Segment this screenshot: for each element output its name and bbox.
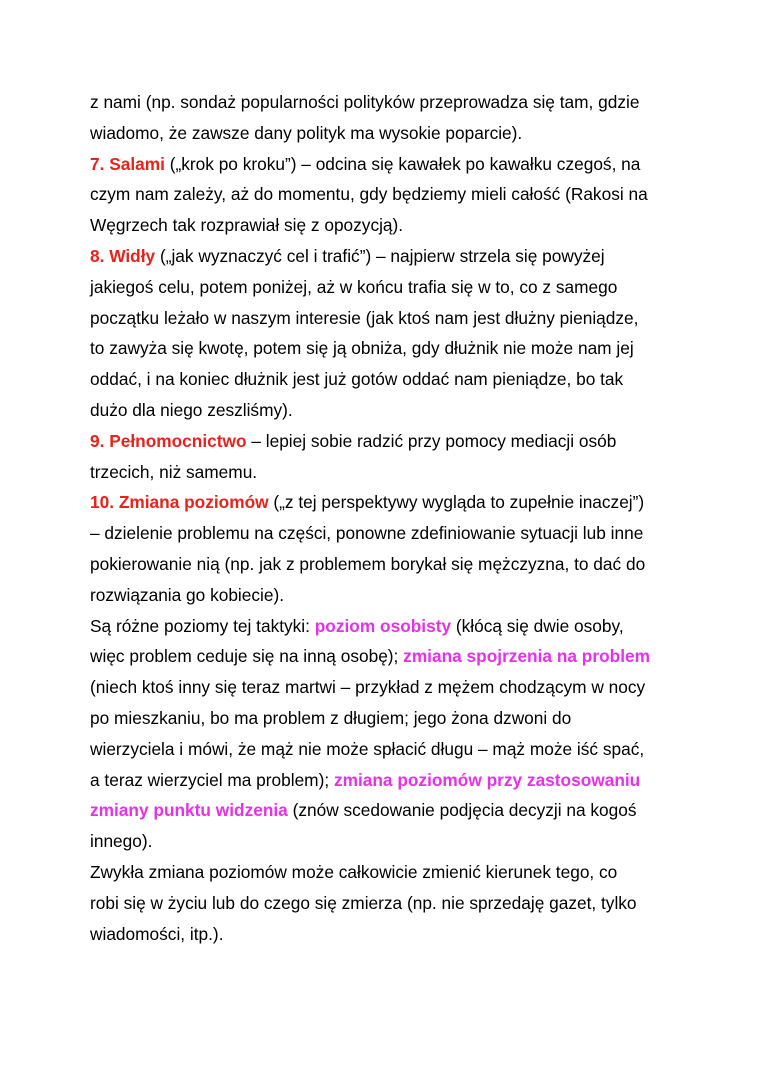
text-line: to zawyża się kwotę, potem się ją obniża, gdy dłużnik nie może nam jej [90, 338, 634, 359]
tactic-10-line [90, 487, 680, 518]
text-line: po mieszkaniu, bo ma problem z długiem; jego żona dzwoni do [90, 707, 572, 728]
highlight-level-change: zmiana poziomów przy zastosowaniu [333, 769, 641, 790]
tactic-7-heading: 7. Salami [90, 153, 165, 174]
text-line: innego). [90, 831, 153, 852]
tactic-9-heading: 9. Pełnomocnictwo [90, 430, 247, 451]
text-line [90, 611, 680, 642]
text-segment: – lepiej sobie radzić przy pomocy mediacji osób [246, 430, 617, 451]
highlight-personal-level: poziom osobisty [314, 615, 452, 636]
text-segment: („krok po kroku”) – odcina się kawałek po kawałku czegoś, na [164, 153, 641, 174]
text-line: robi się w życiu lub do czego się zmierza (np. nie sprzedaję gazet, tylko [90, 892, 637, 913]
text-segment: (znów scedowanie podjęcia decyzji na kogoś [287, 800, 637, 821]
text-line [90, 765, 680, 796]
text-segment: („jak wyznaczyć cel i trafić”) – najpierw strzela się powyżej [155, 245, 605, 266]
tactic-7-line [90, 149, 680, 180]
text-line: wiadomo, że zawsze dany polityk ma wysokie poparcie). [90, 122, 523, 143]
text-segment: (kłócą się dwie osoby, [451, 615, 624, 636]
tactic-8-line [90, 241, 680, 272]
text-line: jakiegoś celu, potem poniżej, aż w końcu trafia się w to, co z samego [90, 276, 618, 297]
text-line: pokierowanie nią (np. jak z problemem borykał się mężczyzna, to dać do [90, 553, 646, 574]
document-body [90, 87, 680, 949]
text-line: Węgrzech tak rozprawiał się z opozycją). [90, 215, 404, 236]
text-segment: („z tej perspektywy wygląda to zupełnie inaczej”) [268, 492, 645, 513]
text-line [90, 641, 680, 672]
text-line: (niech ktoś inny się teraz martwi – przykład z mężem chodzącym w nocy [90, 677, 646, 698]
text-line: – dzielenie problemu na części, ponowne zdefiniowanie sytuacji lub inne [90, 523, 644, 544]
text-line: trzecich, niż samemu. [90, 461, 258, 482]
tactic-10-heading: 10. Zmiana poziomów [90, 492, 269, 513]
text-line: dużo dla niego zeszliśmy). [90, 399, 293, 420]
text-line: z nami (np. sondaż popularności polityków przeprowadza się tam, gdzie [90, 92, 640, 112]
tactic-8-heading: 8. Widły [90, 245, 156, 266]
text-line: rozwiązania go kobiecie). [90, 584, 285, 605]
text-line: oddać, i na koniec dłużnik jest już gotów oddać nam pieniądze, bo tak [90, 369, 624, 390]
text-line: początku leżało w naszym interesie (jak ktoś nam jest dłużny pieniądze, [90, 307, 639, 328]
text-segment: Są różne poziomy tej taktyki: [90, 615, 315, 636]
text-line: wierzyciela i mówi, że mąż nie może spłacić długu – mąż może iść spać, [90, 738, 645, 759]
text-segment: a teraz wierzyciel ma problem); [90, 769, 334, 790]
text-segment: więc problem ceduje się na inną osobę); [90, 646, 404, 667]
text-line [90, 795, 680, 826]
highlight-viewpoint-change: zmiany punktu widzenia [90, 800, 288, 821]
tactic-9-line [90, 426, 680, 457]
text-line: Zwykła zmiana poziomów może całkowicie zmienić kierunek tego, co [90, 861, 618, 882]
highlight-perspective-change: zmiana spojrzenia na problem [403, 646, 650, 667]
text-line: wiadomości, itp.). [90, 923, 224, 944]
text-line: czym nam zależy, aż do momentu, gdy będziemy mieli całość (Rakosi na [90, 184, 648, 205]
